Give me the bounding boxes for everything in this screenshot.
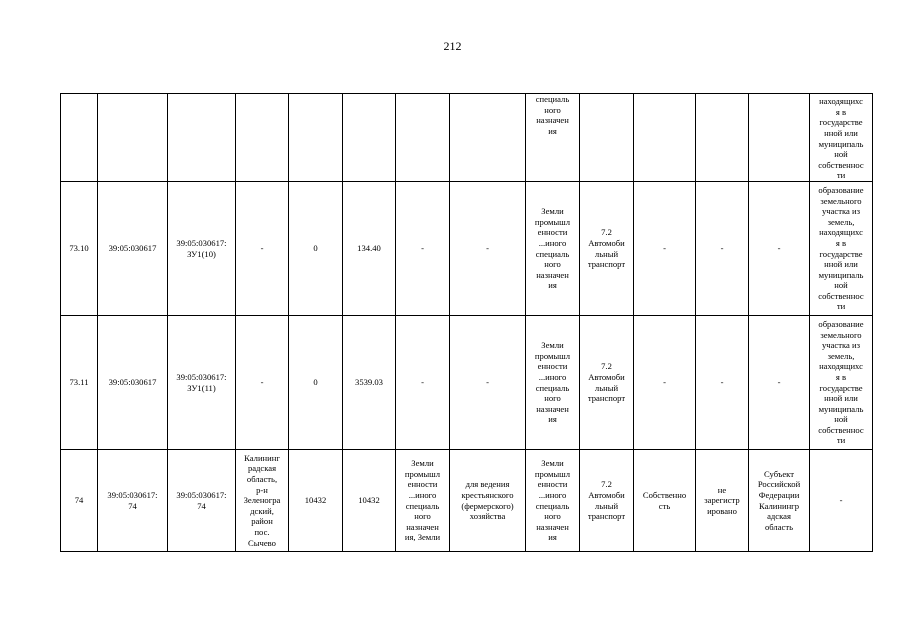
- cell-registration: [696, 94, 749, 182]
- cell-permitted-use-existing: для ведения крестьянского (фермерского) хозяйства: [450, 450, 526, 552]
- cell-area-existing: 0: [289, 316, 343, 450]
- cell-permitted-use-existing: -: [450, 316, 526, 450]
- cell-right-type: Собственно сть: [634, 450, 696, 552]
- cell-cadastral-block: 39:05:030617: 74: [98, 450, 168, 552]
- cell-cadastral-block: 39:05:030617: [98, 316, 168, 450]
- cell-plot-designation: [168, 94, 236, 182]
- cell-cadastral-block: 39:05:030617: [98, 182, 168, 316]
- cell-permitted-use-existing: [450, 94, 526, 182]
- cell-permitted-use-existing: -: [450, 182, 526, 316]
- cell-registration: -: [696, 316, 749, 450]
- cell-address: -: [236, 182, 289, 316]
- cell-note: образование земельного участка из земель, находящихс я в государстве нной или муниципаль ной собственнос ти: [810, 182, 873, 316]
- cell-land-category-planned: Земли промышл енности ...иного специаль ного назначен ия: [526, 316, 580, 450]
- table-row: [61, 450, 873, 552]
- cell-note: находящихс я в государстве нной или муниципаль ной собственнос ти: [810, 94, 873, 182]
- cell-area-planned: 10432: [343, 450, 396, 552]
- cell-number: 73.10: [61, 182, 98, 316]
- cell-owner: -: [749, 182, 810, 316]
- cell-area-existing: 10432: [289, 450, 343, 552]
- cell-area-existing: 0: [289, 182, 343, 316]
- table-row: [61, 94, 873, 182]
- cell-address: -: [236, 316, 289, 450]
- cell-registration: -: [696, 182, 749, 316]
- cell-permitted-use-planned: 7.2 Автомоби льный транспорт: [580, 316, 634, 450]
- cell-land-category-existing: [396, 94, 450, 182]
- cell-address: Калининг радская область, р-н Зеленогра дский, район пос. Сычево: [236, 450, 289, 552]
- cell-note: образование земельного участка из земель, находящихс я в государстве нной или муниципаль ной собственнос ти: [810, 316, 873, 450]
- cell-right-type: -: [634, 316, 696, 450]
- cell-plot-designation: 39:05:030617: 74: [168, 450, 236, 552]
- cell-permitted-use-planned: [580, 94, 634, 182]
- cell-land-category-planned: Земли промышл енности ...иного специаль ного назначен ия: [526, 450, 580, 552]
- cell-land-category-planned: специаль ного назначен ия: [526, 94, 580, 182]
- cell-plot-designation: 39:05:030617: ЗУ1(10): [168, 182, 236, 316]
- table-row: [61, 182, 873, 316]
- cell-land-category-existing: -: [396, 316, 450, 450]
- cell-plot-designation: 39:05:030617: ЗУ1(11): [168, 316, 236, 450]
- cell-owner: [749, 94, 810, 182]
- cell-owner: -: [749, 316, 810, 450]
- cell-permitted-use-planned: 7.2 Автомоби льный транспорт: [580, 450, 634, 552]
- cell-owner: Субъект Российской Федерации Калинингр адская область: [749, 450, 810, 552]
- cell-area-planned: 3539.03: [343, 316, 396, 450]
- cell-right-type: -: [634, 182, 696, 316]
- cell-cadastral-block: [98, 94, 168, 182]
- cell-right-type: [634, 94, 696, 182]
- cell-number: 73.11: [61, 316, 98, 450]
- table-row: [61, 316, 873, 450]
- land-plots-table: [60, 93, 873, 552]
- cell-number: 74: [61, 450, 98, 552]
- cell-land-category-existing: -: [396, 182, 450, 316]
- cell-area-planned: 134.40: [343, 182, 396, 316]
- cell-permitted-use-planned: 7.2 Автомоби льный транспорт: [580, 182, 634, 316]
- cell-registration: не зарегистр ировано: [696, 450, 749, 552]
- cell-area-planned: [343, 94, 396, 182]
- page-number: 212: [443, 39, 462, 53]
- cell-number: [61, 94, 98, 182]
- cell-note: -: [810, 450, 873, 552]
- cell-address: [236, 94, 289, 182]
- cell-land-category-planned: Земли промышл енности ...иного специаль ного назначен ия: [526, 182, 580, 316]
- cell-area-existing: [289, 94, 343, 182]
- cell-land-category-existing: Земли промышл енности ...иного специаль ного назначен ия, Земли: [396, 450, 450, 552]
